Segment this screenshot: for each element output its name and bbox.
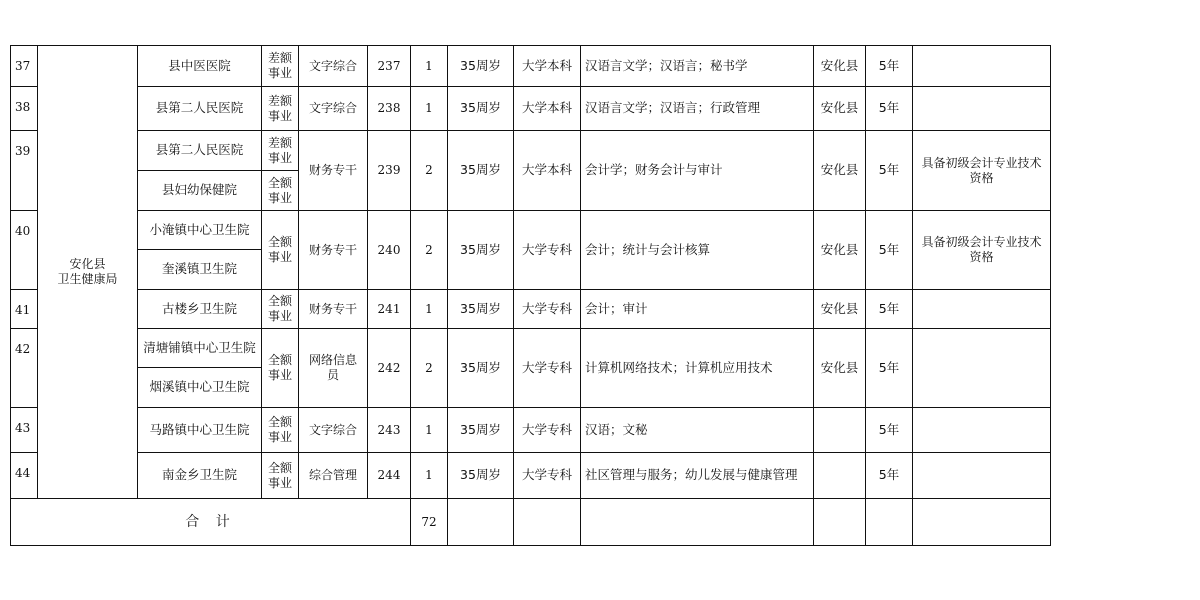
position-code-text: 240 xyxy=(377,242,401,257)
row-number-text: 43 xyxy=(15,421,31,435)
major-requirement xyxy=(580,210,814,290)
age-limit-text: 35周岁 xyxy=(460,467,501,483)
unit-name xyxy=(137,249,262,290)
unit-name xyxy=(137,328,262,368)
total-empty-cell xyxy=(912,498,1051,546)
major-requirement xyxy=(580,45,814,87)
position-code-text: 238 xyxy=(377,101,401,116)
age-limit xyxy=(447,45,514,87)
row-number-text: 41 xyxy=(15,303,31,317)
row-number-text: 37 xyxy=(15,59,31,73)
service-period-text: 5年 xyxy=(878,162,900,178)
unit-name-text: 奎溪镇卫生院 xyxy=(161,261,237,277)
age-limit-text: 35周岁 xyxy=(460,359,501,375)
hire-count xyxy=(410,407,448,453)
position-name xyxy=(298,210,368,290)
other-requirement xyxy=(912,130,1051,211)
education-level-text: 大学本科 xyxy=(521,162,572,178)
position-code xyxy=(367,328,411,408)
service-period-text: 5年 xyxy=(878,241,900,257)
position-name xyxy=(298,289,368,329)
service-period xyxy=(865,452,913,499)
location-requirement xyxy=(813,130,866,211)
position-code-text: 239 xyxy=(377,163,401,178)
other-requirement xyxy=(912,328,1051,408)
total-empty-cell xyxy=(513,498,581,546)
other-requirement xyxy=(912,452,1051,499)
unit-name-text: 古楼乡卫生院 xyxy=(161,300,237,316)
major-requirement xyxy=(580,86,814,131)
service-period-text: 5年 xyxy=(878,300,900,316)
unit-name-text: 南金乡卫生院 xyxy=(161,467,237,483)
location-requirement xyxy=(813,452,866,499)
service-period xyxy=(865,289,913,329)
position-name-text: 财务专干 xyxy=(308,163,357,177)
funding-type-text: 全额 事业 xyxy=(267,175,292,205)
row-number xyxy=(10,86,38,131)
hire-count-text: 2 xyxy=(425,360,433,375)
education-level-text: 大学本科 xyxy=(521,57,572,73)
row-number-text: 42 xyxy=(15,342,31,356)
unit-name-text: 小淹镇中心卫生院 xyxy=(149,221,250,237)
row-number-text: 38 xyxy=(15,100,31,114)
total-count xyxy=(410,498,448,546)
position-name-text: 文字综合 xyxy=(308,58,357,73)
major-requirement-text: 会计学；财务会计与审计 xyxy=(585,162,723,178)
position-code-text: 244 xyxy=(377,468,401,483)
other-requirement xyxy=(912,45,1051,87)
row-number-text: 40 xyxy=(15,224,31,238)
unit-name xyxy=(137,45,262,87)
department-cell-text: 安化县 卫生健康局 xyxy=(57,257,118,286)
position-name xyxy=(298,130,368,211)
education-level xyxy=(513,289,581,329)
hire-count-text: 2 xyxy=(425,163,433,178)
funding-type xyxy=(261,289,299,329)
education-level xyxy=(513,452,581,499)
service-period xyxy=(865,210,913,290)
education-level xyxy=(513,86,581,131)
location-requirement-text: 安化县 xyxy=(820,100,859,116)
position-code xyxy=(367,452,411,499)
position-code xyxy=(367,130,411,211)
service-period-text: 5年 xyxy=(878,421,900,437)
unit-name-text: 县中医医院 xyxy=(168,57,231,73)
funding-type-text: 全额 事业 xyxy=(267,353,292,382)
position-name xyxy=(298,452,368,499)
major-requirement xyxy=(580,289,814,329)
education-level-text: 大学专科 xyxy=(521,421,572,437)
funding-type-text: 全额 事业 xyxy=(267,415,292,444)
age-limit xyxy=(447,86,514,131)
funding-type xyxy=(261,210,299,290)
age-limit xyxy=(447,130,514,211)
position-name-text: 财务专干 xyxy=(308,301,357,316)
hire-count xyxy=(410,289,448,329)
row-number xyxy=(10,289,38,329)
service-period xyxy=(865,407,913,453)
age-limit xyxy=(447,407,514,453)
education-level-text: 大学专科 xyxy=(521,300,572,316)
department-cell xyxy=(37,45,138,499)
funding-type-text: 全额 事业 xyxy=(267,235,292,264)
row-number xyxy=(10,45,38,87)
hire-count xyxy=(410,45,448,87)
row-number xyxy=(10,452,38,499)
total-empty-cell xyxy=(813,498,866,546)
service-period xyxy=(865,328,913,408)
funding-type xyxy=(261,130,299,171)
position-code xyxy=(367,289,411,329)
location-requirement-text: 安化县 xyxy=(820,241,859,257)
row-number-text: 39 xyxy=(15,144,31,158)
position-code xyxy=(367,86,411,131)
education-level-text: 大学本科 xyxy=(521,100,572,116)
age-limit-text: 35周岁 xyxy=(460,162,501,178)
total-empty-cell xyxy=(447,498,514,546)
age-limit-text: 35周岁 xyxy=(460,57,501,73)
major-requirement xyxy=(580,407,814,453)
funding-type-text: 差额 事业 xyxy=(267,135,292,165)
position-code-text: 237 xyxy=(377,58,401,73)
hire-count-text: 1 xyxy=(425,468,433,483)
position-code-text: 241 xyxy=(377,301,401,316)
unit-name xyxy=(137,86,262,131)
age-limit xyxy=(447,328,514,408)
age-limit xyxy=(447,452,514,499)
other-requirement-text: 具备初级会计专业技术 资格 xyxy=(921,155,1042,185)
unit-name xyxy=(137,407,262,453)
hire-count-text: 1 xyxy=(425,301,433,316)
position-name-text: 文字综合 xyxy=(308,101,357,115)
major-requirement-text: 汉语言文学；汉语言；秘书学 xyxy=(585,57,748,73)
hire-count xyxy=(410,86,448,131)
major-requirement-text: 计算机网络技术；计算机应用技术 xyxy=(585,359,773,375)
other-requirement xyxy=(912,407,1051,453)
unit-name xyxy=(137,452,262,499)
position-name-text: 财务专干 xyxy=(308,242,357,257)
unit-name-text: 县妇幼保健院 xyxy=(161,182,237,198)
unit-name-text: 县第二人民医院 xyxy=(155,100,244,116)
row-number xyxy=(10,407,38,453)
funding-type-text: 全额 事业 xyxy=(267,294,292,323)
funding-type xyxy=(261,452,299,499)
position-name xyxy=(298,45,368,87)
funding-type xyxy=(261,86,299,131)
age-limit-text: 35周岁 xyxy=(460,421,501,437)
education-level-text: 大学专科 xyxy=(521,241,572,257)
location-requirement xyxy=(813,407,866,453)
funding-type xyxy=(261,170,299,211)
hire-count xyxy=(410,452,448,499)
total-empty-cell xyxy=(865,498,913,546)
unit-name xyxy=(137,130,262,171)
position-name-text: 综合管理 xyxy=(308,468,357,482)
unit-name xyxy=(137,210,262,250)
service-period-text: 5年 xyxy=(878,100,900,116)
hire-count-text: 1 xyxy=(425,422,433,437)
unit-name-text: 县第二人民医院 xyxy=(155,142,244,158)
funding-type xyxy=(261,407,299,453)
position-code-text: 242 xyxy=(377,360,401,375)
other-requirement-text: 具备初级会计专业技术 资格 xyxy=(921,235,1042,264)
other-requirement xyxy=(912,210,1051,290)
location-requirement-text: 安化县 xyxy=(820,300,859,316)
hire-count-text: 2 xyxy=(425,242,433,257)
location-requirement-text: 安化县 xyxy=(820,359,859,375)
other-requirement xyxy=(912,86,1051,131)
service-period xyxy=(865,86,913,131)
age-limit-text: 35周岁 xyxy=(460,241,501,257)
education-level xyxy=(513,45,581,87)
position-name xyxy=(298,86,368,131)
unit-name-text: 烟溪镇中心卫生院 xyxy=(149,379,250,395)
position-code-text: 243 xyxy=(377,422,401,437)
row-number xyxy=(10,130,38,211)
major-requirement-text: 社区管理与服务；幼儿发展与健康管理 xyxy=(585,467,798,483)
service-period-text: 5年 xyxy=(878,467,900,483)
age-limit xyxy=(447,289,514,329)
major-requirement xyxy=(580,452,814,499)
unit-name-text: 马路镇中心卫生院 xyxy=(149,421,250,437)
position-code xyxy=(367,407,411,453)
service-period-text: 5年 xyxy=(878,359,900,375)
hire-count xyxy=(410,210,448,290)
funding-type-text: 差额 事业 xyxy=(267,93,292,123)
major-requirement xyxy=(580,328,814,408)
unit-name xyxy=(137,367,262,408)
total-empty-cell xyxy=(580,498,814,546)
unit-name xyxy=(137,170,262,211)
education-level xyxy=(513,130,581,211)
funding-type-text: 全额 事业 xyxy=(267,460,292,490)
position-code xyxy=(367,210,411,290)
hire-count-text: 1 xyxy=(425,101,433,116)
row-number-text: 44 xyxy=(15,466,31,480)
total-count-text: 72 xyxy=(421,514,437,529)
position-name-text: 网络信息 员 xyxy=(308,353,357,382)
location-requirement-text: 安化县 xyxy=(820,57,859,73)
education-level-text: 大学专科 xyxy=(521,359,572,375)
location-requirement-text: 安化县 xyxy=(820,162,859,178)
service-period-text: 5年 xyxy=(878,57,900,73)
hire-count xyxy=(410,328,448,408)
major-requirement-text: 会计；统计与会计核算 xyxy=(585,241,711,257)
education-level xyxy=(513,210,581,290)
education-level xyxy=(513,328,581,408)
hire-count-text: 1 xyxy=(425,58,433,73)
row-number xyxy=(10,210,38,290)
other-requirement xyxy=(912,289,1051,329)
funding-type-text: 差额 事业 xyxy=(267,51,292,80)
major-requirement-text: 汉语；文秘 xyxy=(585,421,648,437)
unit-name xyxy=(137,289,262,329)
location-requirement xyxy=(813,86,866,131)
position-code xyxy=(367,45,411,87)
major-requirement-text: 汉语言文学；汉语言；行政管理 xyxy=(585,100,761,116)
unit-name-text: 清塘铺镇中心卫生院 xyxy=(143,339,256,355)
row-number xyxy=(10,328,38,408)
age-limit-text: 35周岁 xyxy=(460,300,501,316)
service-period xyxy=(865,130,913,211)
age-limit-text: 35周岁 xyxy=(460,100,501,116)
location-requirement xyxy=(813,289,866,329)
position-name-text: 文字综合 xyxy=(308,422,357,437)
location-requirement xyxy=(813,45,866,87)
age-limit xyxy=(447,210,514,290)
funding-type xyxy=(261,328,299,408)
total-label-text: 合 计 xyxy=(185,513,236,530)
funding-type xyxy=(261,45,299,87)
major-requirement-text: 会计；审计 xyxy=(585,300,648,316)
hire-count xyxy=(410,130,448,211)
total-label xyxy=(10,498,411,546)
position-name xyxy=(298,407,368,453)
service-period xyxy=(865,45,913,87)
education-level-text: 大学专科 xyxy=(521,467,572,483)
location-requirement xyxy=(813,210,866,290)
location-requirement xyxy=(813,328,866,408)
major-requirement xyxy=(580,130,814,211)
education-level xyxy=(513,407,581,453)
position-name xyxy=(298,328,368,408)
